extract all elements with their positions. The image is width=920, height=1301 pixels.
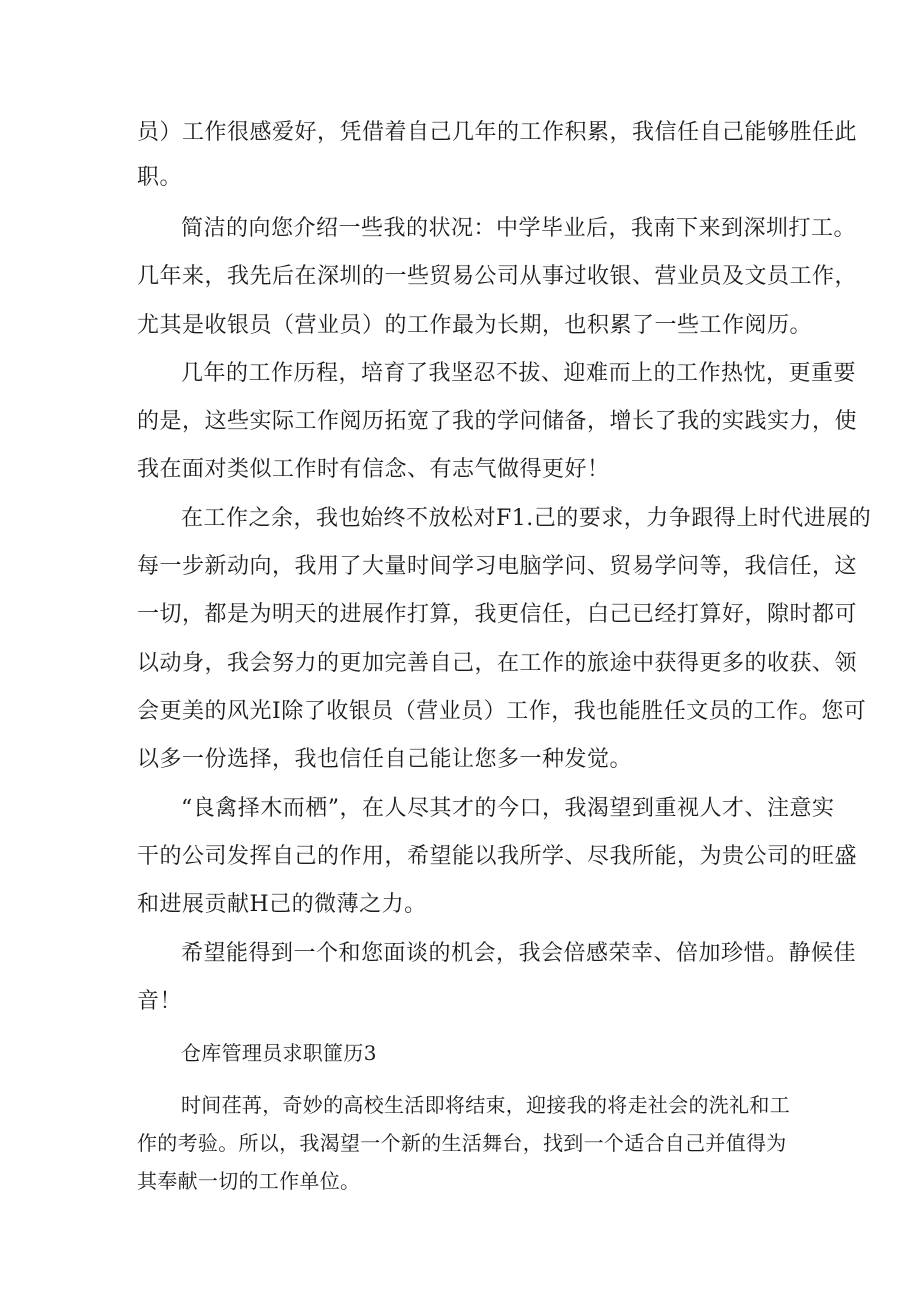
text-line: 在工作之余，我也始终不放松对F1.己的要求，力争跟得上时代进展的: [181, 506, 872, 531]
text-line: 和进展贡献H己的微薄之力。: [137, 892, 427, 917]
text-line: 以动身，我会努力的更加完善自己，在工作的旅途中获得更多的收获、领: [137, 651, 858, 676]
text-line: 员）工作很感爱好，凭借着自己几年的工作积累，我信任自己能够胜任此: [137, 120, 858, 145]
text-line: “良禽择木而栖”，在人尽其才的今口，我渴望到重视人才、注意实: [181, 796, 835, 821]
text-line: 时间荏苒，奇妙的高校生活即将结束，迎接我的将走社会的洗礼和工: [181, 1093, 790, 1117]
text-line: 简洁的向您介绍一些我的状况：中学毕业后，我南下来到深圳打工。: [181, 216, 857, 241]
text-line: 干的公司发挥自己的作用，希望能以我所学、尽我所能，为贵公司的旺盛: [137, 844, 858, 869]
text-line: 希望能得到一个和您面谈的机会，我会倍感荣幸、倍加珍惜。静候佳: [181, 941, 857, 966]
text-line: 几年的工作历程，培育了我坚忍不拔、迎难而上的工作热忱，更重要: [181, 361, 857, 386]
text-line: 的是，这些实际工作阅历拓宽了我的学问储备，增长了我的实践实力，使: [137, 409, 858, 434]
text-line: 作的考验。所以，我渴望一个新的生活舞台，找到一个适合自己并值得为: [137, 1131, 787, 1155]
text-line: 以多一份选择，我也信任自己能让您多一种发觉。: [137, 747, 633, 772]
text-line: 会更美的风光I除了收银员（营业员）工作，我也能胜任文员的工作。您可: [137, 699, 867, 724]
text-line: 几年来，我先后在深圳的一些贸易公司从事过收银、营业员及文员工作，: [137, 264, 858, 289]
text-line: 尤其是收银员（营业员）的工作最为长期，也积累了一些工作阅历。: [137, 313, 813, 338]
text-line: 每一步新动向，我用了大量时间学习电脑学问、贸易学问等，我信任，这: [137, 554, 858, 579]
text-line: 音！: [137, 989, 183, 1014]
section-heading: 仓库管理员求职篚历3: [181, 1041, 377, 1065]
text-line: 一切，都是为明天的进展作打算，我更信任，白己已经打算好，隙时都可: [137, 602, 858, 627]
text-line: 其奉献一切的工作单位。: [137, 1169, 361, 1193]
text-line: 我在面对类似工作时有信念、有志气做得更好！: [137, 457, 610, 482]
text-line: 职。: [137, 165, 183, 190]
